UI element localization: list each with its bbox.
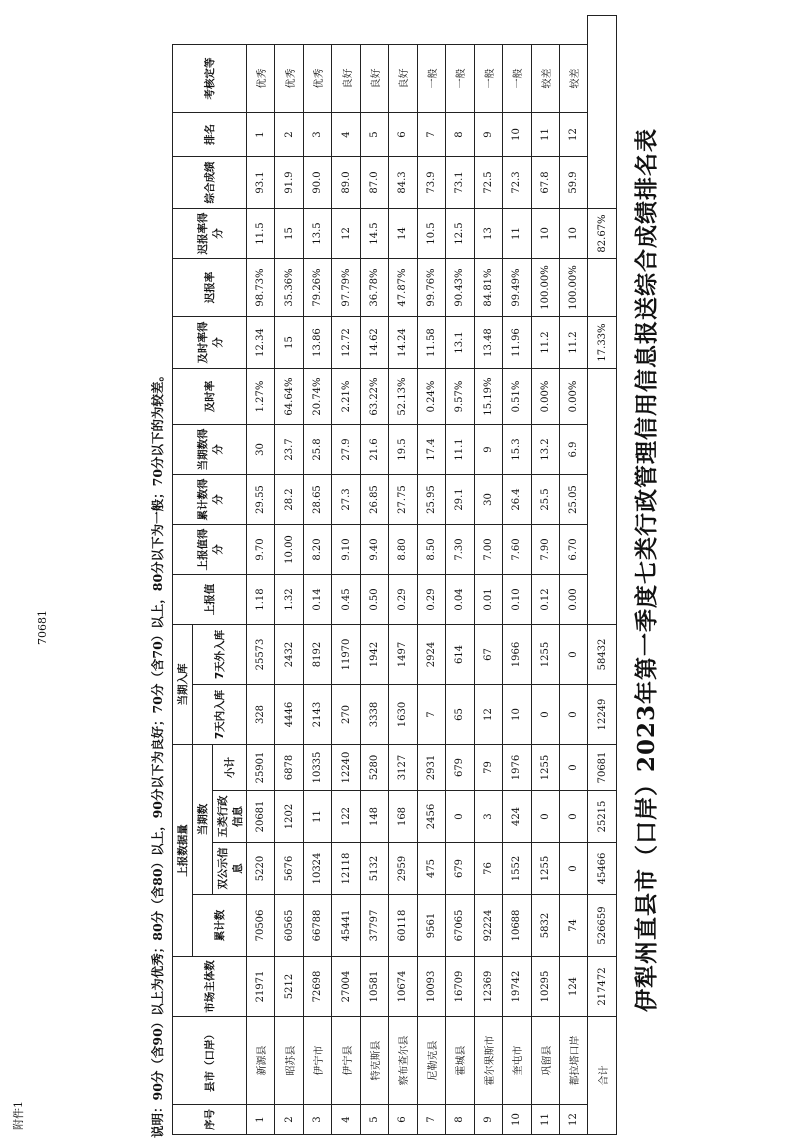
- cell-rvs: 7.30: [446, 525, 474, 575]
- cell-rvs: 7.60: [503, 525, 531, 575]
- cell-ls: 14: [389, 209, 417, 259]
- cell-ps: 17.4: [417, 425, 445, 475]
- cell-ps: 25.8: [303, 425, 331, 475]
- cell-ls: 10.5: [417, 209, 445, 259]
- cell-tr: 20.74%: [303, 369, 331, 425]
- cell-dual: 12118: [332, 843, 360, 895]
- appendix-label: 附件1: [12, 1101, 25, 1130]
- cell-seq: 9: [474, 1105, 502, 1135]
- cell-lr: 99.76%: [417, 259, 445, 317]
- cell-tr: 2.21%: [332, 369, 360, 425]
- cell-dual: 2959: [389, 843, 417, 895]
- cell-out7: 1255: [531, 625, 559, 685]
- header-report-value-score: 上报值得分: [173, 525, 247, 575]
- cell-lr: 97.79%: [332, 259, 360, 317]
- cell-in7: 328: [247, 685, 275, 745]
- cell-rvs: 6.70: [559, 525, 587, 575]
- cell-cs: 27.3: [332, 475, 360, 525]
- cell-grade: 较差: [559, 45, 587, 113]
- cell-dual: 5132: [360, 843, 388, 895]
- cell-cs: 26.85: [360, 475, 388, 525]
- cell-lr: 100.00%: [531, 259, 559, 317]
- cell-cumulative: 66788: [303, 895, 331, 957]
- cell-dual: 1552: [503, 843, 531, 895]
- cell-rank: 3: [303, 113, 331, 157]
- cell-rvs: 7.90: [531, 525, 559, 575]
- cell-five: 3: [474, 791, 502, 843]
- cell-entities: 10581: [360, 957, 388, 1017]
- cell-rv: 0.10: [503, 575, 531, 625]
- table-row: [332, 16, 360, 1135]
- cell-rv: 0.45: [332, 575, 360, 625]
- cell-seq: 12: [559, 1105, 587, 1135]
- cell-cumulative: 67065: [446, 895, 474, 957]
- cell-total: 72.5: [474, 157, 502, 209]
- cell-entities: 21971: [247, 957, 275, 1017]
- cell-subtotal: 679: [446, 745, 474, 791]
- cell-tr: 52.13%: [389, 369, 417, 425]
- cell-cs: 27.75: [389, 475, 417, 525]
- header-five-admin: 五类行政信息: [213, 791, 247, 843]
- page-number: 70681: [36, 610, 49, 645]
- cell-subtotal: 10335: [303, 745, 331, 791]
- header-late-score: 迟报率得分: [173, 209, 247, 259]
- cell-five: 2456: [417, 791, 445, 843]
- cell-dual: 5220: [247, 843, 275, 895]
- cell-rvs: 9.70: [247, 525, 275, 575]
- table-row: [503, 16, 531, 1135]
- cell-tr: 0.00%: [559, 369, 587, 425]
- total-empty: [588, 16, 617, 209]
- total-subtotal: 70681: [588, 745, 617, 791]
- cell-grade: 一般: [417, 45, 445, 113]
- cell-ps: 11.1: [446, 425, 474, 475]
- cell-seq: 10: [503, 1105, 531, 1135]
- header-subtotal: 小计: [213, 745, 247, 791]
- cell-county: 都拉塔口岸: [559, 1017, 587, 1105]
- cell-rv: 0.12: [531, 575, 559, 625]
- total-tr: 17.33%: [588, 317, 617, 369]
- cell-ts: 13.1: [446, 317, 474, 369]
- header-cumulative-score: 累计数得分: [173, 475, 247, 525]
- cell-ts: 13.48: [474, 317, 502, 369]
- cell-cumulative: 9561: [417, 895, 445, 957]
- cell-rv: 1.32: [275, 575, 303, 625]
- cell-out7: 1497: [389, 625, 417, 685]
- cell-seq: 3: [303, 1105, 331, 1135]
- cell-subtotal: 6878: [275, 745, 303, 791]
- cell-cumulative: 60118: [389, 895, 417, 957]
- cell-rv: 0.14: [303, 575, 331, 625]
- cell-cs: 25.95: [417, 475, 445, 525]
- cell-rv: 1.18: [247, 575, 275, 625]
- cell-total: 59.9: [559, 157, 587, 209]
- cell-lr: 98.73%: [247, 259, 275, 317]
- total-out7: 58432: [588, 625, 617, 685]
- cell-county: 尼勒克县: [417, 1017, 445, 1105]
- cell-county: 察布查尔县: [389, 1017, 417, 1105]
- cell-out7: 2432: [275, 625, 303, 685]
- cell-out7: 8192: [303, 625, 331, 685]
- header-composite: 综合成绩: [173, 157, 247, 209]
- cell-county: 巩留县: [531, 1017, 559, 1105]
- grading-note: 说明：90分（含90）以上为优秀；80分（含80）以上，90分以下为良好；70分（含70）以上，80分以下为一般；70分以下的为较差。: [150, 368, 165, 1138]
- cell-rvs: 8.50: [417, 525, 445, 575]
- total-in7: 12249: [588, 685, 617, 745]
- cell-grade: 良好: [332, 45, 360, 113]
- cell-ts: 11.96: [503, 317, 531, 369]
- cell-tr: 0.00%: [531, 369, 559, 425]
- cell-seq: 2: [275, 1105, 303, 1135]
- header-timely-score: 及时率得分: [173, 317, 247, 369]
- cell-seq: 4: [332, 1105, 360, 1135]
- total-empty: [588, 369, 617, 625]
- total-label: 合计: [588, 1017, 617, 1135]
- header-current-period: 当期数: [193, 745, 213, 895]
- cell-cs: 25.05: [559, 475, 587, 525]
- cell-county: 奎屯市: [503, 1017, 531, 1105]
- cell-rvs: 8.20: [303, 525, 331, 575]
- cell-ls: 13: [474, 209, 502, 259]
- cell-rank: 6: [389, 113, 417, 157]
- cell-ps: 13.2: [531, 425, 559, 475]
- cell-in7: 3338: [360, 685, 388, 745]
- cell-ls: 11: [503, 209, 531, 259]
- cell-subtotal: 1255: [531, 745, 559, 791]
- cell-rv: 0.04: [446, 575, 474, 625]
- cell-in7: 0: [559, 685, 587, 745]
- cell-dual: 475: [417, 843, 445, 895]
- cell-five: 1202: [275, 791, 303, 843]
- cell-cumulative: 45441: [332, 895, 360, 957]
- cell-grade: 一般: [446, 45, 474, 113]
- cell-county: 昭苏县: [275, 1017, 303, 1105]
- cell-rv: 0.50: [360, 575, 388, 625]
- cell-county: 特克斯县: [360, 1017, 388, 1105]
- table-row: [531, 16, 559, 1135]
- cell-ts: 13.86: [303, 317, 331, 369]
- cell-out7: 614: [446, 625, 474, 685]
- cell-county: 新源县: [247, 1017, 275, 1105]
- cell-lr: 100.00%: [559, 259, 587, 317]
- header-market-entities: 市场主体数: [173, 957, 247, 1017]
- total-cumulative: 526659: [588, 895, 617, 957]
- cell-rv: 0.01: [474, 575, 502, 625]
- cell-lr: 79.26%: [303, 259, 331, 317]
- cell-five: 0: [531, 791, 559, 843]
- cell-lr: 36.78%: [360, 259, 388, 317]
- cell-entities: 10674: [389, 957, 417, 1017]
- cell-lr: 35.36%: [275, 259, 303, 317]
- cell-total: 72.3: [503, 157, 531, 209]
- cell-subtotal: 79: [474, 745, 502, 791]
- cell-cs: 26.4: [503, 475, 531, 525]
- page-title: 伊犁州直县市（口岸）2023年第一季度七类行政管理信用信息报送综合成绩排名表: [633, 128, 660, 1013]
- table-body: [247, 16, 617, 1135]
- cell-seq: 6: [389, 1105, 417, 1135]
- cell-subtotal: 0: [559, 745, 587, 791]
- cell-tr: 1.27%: [247, 369, 275, 425]
- cell-entities: 16709: [446, 957, 474, 1017]
- cell-ls: 10: [531, 209, 559, 259]
- cell-out7: 2924: [417, 625, 445, 685]
- cell-total: 91.9: [275, 157, 303, 209]
- table-row: [417, 16, 445, 1135]
- header-grade: 考核定等: [173, 45, 247, 113]
- cell-rvs: 9.40: [360, 525, 388, 575]
- table-row: [474, 16, 502, 1135]
- cell-subtotal: 3127: [389, 745, 417, 791]
- cell-total: 67.8: [531, 157, 559, 209]
- cell-rank: 5: [360, 113, 388, 157]
- total-row: [588, 16, 617, 1135]
- cell-dual: 5676: [275, 843, 303, 895]
- cell-rank: 1: [247, 113, 275, 157]
- cell-lr: 47.87%: [389, 259, 417, 317]
- cell-rank: 4: [332, 113, 360, 157]
- cell-tr: 64.64%: [275, 369, 303, 425]
- cell-grade: 优秀: [275, 45, 303, 113]
- table-row: [303, 16, 331, 1135]
- cell-total: 84.3: [389, 157, 417, 209]
- cell-tr: 0.24%: [417, 369, 445, 425]
- cell-county: 霍尔果斯市: [474, 1017, 502, 1105]
- cell-county: 伊宁市: [303, 1017, 331, 1105]
- cell-subtotal: 1976: [503, 745, 531, 791]
- cell-lr: 90.43%: [446, 259, 474, 317]
- cell-rank: 10: [503, 113, 531, 157]
- cell-rank: 8: [446, 113, 474, 157]
- cell-in7: 65: [446, 685, 474, 745]
- cell-total: 93.1: [247, 157, 275, 209]
- cell-grade: 优秀: [303, 45, 331, 113]
- cell-grade: 良好: [360, 45, 388, 113]
- cell-ps: 21.6: [360, 425, 388, 475]
- total-five: 25215: [588, 791, 617, 843]
- cell-seq: 1: [247, 1105, 275, 1135]
- cell-out7: 1966: [503, 625, 531, 685]
- cell-cumulative: 5832: [531, 895, 559, 957]
- cell-rvs: 7.00: [474, 525, 502, 575]
- cell-ps: 19.5: [389, 425, 417, 475]
- cell-rank: 11: [531, 113, 559, 157]
- cell-total: 89.0: [332, 157, 360, 209]
- cell-in7: 2143: [303, 685, 331, 745]
- header-cumulative: 累计数: [193, 895, 247, 957]
- cell-cumulative: 60565: [275, 895, 303, 957]
- total-dual: 45466: [588, 843, 617, 895]
- cell-ts: 14.24: [389, 317, 417, 369]
- cell-tr: 0.51%: [503, 369, 531, 425]
- cell-in7: 0: [531, 685, 559, 745]
- cell-in7: 1630: [389, 685, 417, 745]
- header-reported-data: 上报数据量: [173, 745, 193, 957]
- cell-cumulative: 70506: [247, 895, 275, 957]
- cell-entities: 5212: [275, 957, 303, 1017]
- table-row: [360, 16, 388, 1135]
- header-beyond7: 7天外入库: [193, 625, 247, 685]
- header-late-rate: 迟报率: [173, 259, 247, 317]
- cell-out7: 67: [474, 625, 502, 685]
- header-current-score: 当期数得分: [173, 425, 247, 475]
- cell-subtotal: 12240: [332, 745, 360, 791]
- cell-five: 122: [332, 791, 360, 843]
- total-entities: 217472: [588, 957, 617, 1017]
- cell-five: 148: [360, 791, 388, 843]
- cell-ts: 12.34: [247, 317, 275, 369]
- cell-ps: 9: [474, 425, 502, 475]
- cell-cumulative: 74: [559, 895, 587, 957]
- cell-seq: 11: [531, 1105, 559, 1135]
- cell-county: 伊宁县: [332, 1017, 360, 1105]
- cell-cs: 29.55: [247, 475, 275, 525]
- cell-ts: 12.72: [332, 317, 360, 369]
- cell-five: 168: [389, 791, 417, 843]
- cell-ls: 13.5: [303, 209, 331, 259]
- table-row: [559, 16, 587, 1135]
- cell-total: 87.0: [360, 157, 388, 209]
- header-report-value: 上报值: [173, 575, 247, 625]
- cell-rv: 0.29: [417, 575, 445, 625]
- cell-rvs: 10.00: [275, 525, 303, 575]
- cell-in7: 270: [332, 685, 360, 745]
- cell-cs: 28.2: [275, 475, 303, 525]
- cell-in7: 7: [417, 685, 445, 745]
- cell-grade: 一般: [503, 45, 531, 113]
- cell-ls: 11.5: [247, 209, 275, 259]
- cell-lr: 84.81%: [474, 259, 502, 317]
- cell-out7: 0: [559, 625, 587, 685]
- cell-entities: 19742: [503, 957, 531, 1017]
- cell-cumulative: 92224: [474, 895, 502, 957]
- cell-five: 0: [446, 791, 474, 843]
- cell-entities: 10295: [531, 957, 559, 1017]
- cell-lr: 99.49%: [503, 259, 531, 317]
- cell-ls: 12.5: [446, 209, 474, 259]
- table-row: [247, 16, 275, 1135]
- cell-seq: 8: [446, 1105, 474, 1135]
- cell-cs: 25.5: [531, 475, 559, 525]
- cell-seq: 5: [360, 1105, 388, 1135]
- cell-rank: 7: [417, 113, 445, 157]
- cell-tr: 63.22%: [360, 369, 388, 425]
- cell-five: 20681: [247, 791, 275, 843]
- cell-cs: 29.1: [446, 475, 474, 525]
- cell-grade: 一般: [474, 45, 502, 113]
- cell-rv: 0.00: [559, 575, 587, 625]
- cell-tr: 15.19%: [474, 369, 502, 425]
- total-empty: [588, 259, 617, 317]
- cell-ts: 11.2: [559, 317, 587, 369]
- cell-dual: 76: [474, 843, 502, 895]
- cell-subtotal: 25901: [247, 745, 275, 791]
- cell-ls: 10: [559, 209, 587, 259]
- cell-out7: 11970: [332, 625, 360, 685]
- cell-ps: 30: [247, 425, 275, 475]
- cell-dual: 0: [559, 843, 587, 895]
- cell-in7: 12: [474, 685, 502, 745]
- cell-ps: 23.7: [275, 425, 303, 475]
- header-double-public: 双公示信息: [213, 843, 247, 895]
- cell-ls: 12: [332, 209, 360, 259]
- cell-rank: 9: [474, 113, 502, 157]
- cell-ts: 15: [275, 317, 303, 369]
- cell-ts: 11.58: [417, 317, 445, 369]
- table-row: [275, 16, 303, 1135]
- cell-cumulative: 10688: [503, 895, 531, 957]
- header-county: 县市（口岸）: [173, 1017, 247, 1105]
- cell-rank: 2: [275, 113, 303, 157]
- cell-out7: 1942: [360, 625, 388, 685]
- cell-grade: 良好: [389, 45, 417, 113]
- cell-cs: 28.65: [303, 475, 331, 525]
- cell-ps: 15.3: [503, 425, 531, 475]
- cell-cumulative: 37797: [360, 895, 388, 957]
- cell-five: 0: [559, 791, 587, 843]
- table-row: [446, 16, 474, 1135]
- cell-entities: 72698: [303, 957, 331, 1017]
- cell-in7: 10: [503, 685, 531, 745]
- cell-ls: 14.5: [360, 209, 388, 259]
- cell-grade: 优秀: [247, 45, 275, 113]
- cell-ps: 6.9: [559, 425, 587, 475]
- cell-entities: 124: [559, 957, 587, 1017]
- cell-ps: 27.9: [332, 425, 360, 475]
- cell-dual: 10324: [303, 843, 331, 895]
- ranking-table: [172, 15, 617, 1135]
- cell-entities: 27004: [332, 957, 360, 1017]
- header-current-storage: 当期入库: [173, 625, 193, 745]
- cell-rv: 0.29: [389, 575, 417, 625]
- cell-in7: 4446: [275, 685, 303, 745]
- cell-rank: 12: [559, 113, 587, 157]
- cell-five: 424: [503, 791, 531, 843]
- total-lr: 82.67%: [588, 209, 617, 259]
- cell-total: 73.9: [417, 157, 445, 209]
- cell-dual: 679: [446, 843, 474, 895]
- header-seq: 序号: [173, 1105, 247, 1135]
- cell-tr: 9.57%: [446, 369, 474, 425]
- table-row: [389, 16, 417, 1135]
- header-timely-rate: 及时率: [173, 369, 247, 425]
- cell-rvs: 9.10: [332, 525, 360, 575]
- cell-ls: 15: [275, 209, 303, 259]
- header-within7: 7天内入库: [193, 685, 247, 745]
- cell-out7: 25573: [247, 625, 275, 685]
- cell-subtotal: 5280: [360, 745, 388, 791]
- table-header: [173, 16, 247, 1135]
- cell-total: 73.1: [446, 157, 474, 209]
- header-rank: 排名: [173, 113, 247, 157]
- cell-entities: 12369: [474, 957, 502, 1017]
- cell-five: 11: [303, 791, 331, 843]
- cell-seq: 7: [417, 1105, 445, 1135]
- cell-county: 霍城县: [446, 1017, 474, 1105]
- cell-rvs: 8.80: [389, 525, 417, 575]
- cell-subtotal: 2931: [417, 745, 445, 791]
- cell-ts: 14.62: [360, 317, 388, 369]
- cell-cs: 30: [474, 475, 502, 525]
- cell-total: 90.0: [303, 157, 331, 209]
- cell-entities: 10093: [417, 957, 445, 1017]
- cell-grade: 较差: [531, 45, 559, 113]
- cell-dual: 1255: [531, 843, 559, 895]
- cell-ts: 11.2: [531, 317, 559, 369]
